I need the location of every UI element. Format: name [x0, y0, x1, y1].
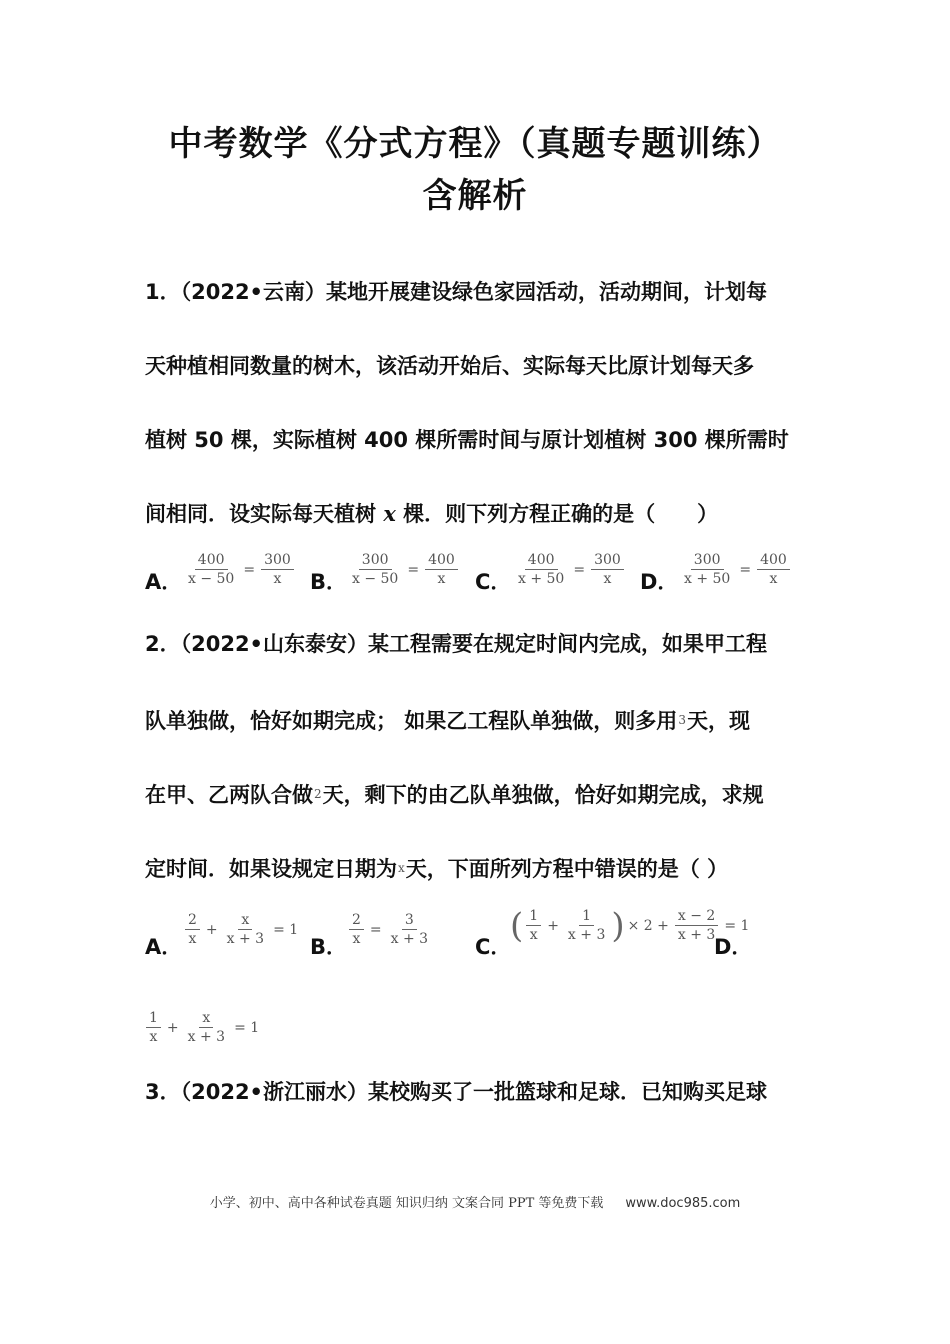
q2-line-3: 在甲、乙两队合做2天，剩下的由乙队单独做，恰好如期完成，求规 — [145, 783, 764, 807]
q1-option-d-label: D． — [640, 570, 679, 594]
document-subtitle: 含解析 — [422, 176, 528, 216]
q2-line-2: 队单独做，恰好如期完成； 如果乙工程队单独做，则多用3天，现 — [145, 709, 750, 733]
q1-option-b-label: B． — [310, 570, 348, 594]
variable-x: x — [398, 861, 405, 875]
q1-option-a-equation: $\frac{400}{x - 50}$ = $\frac{300}{x}$ — [182, 552, 297, 587]
q2-option-b-equation: $\frac{2}{x}$ = $\frac{3}{x + 3}$ — [346, 912, 434, 947]
q3-line-1: 3．（2022•浙江丽水）某校购买了一批篮球和足球．已知购买足球 — [145, 1080, 767, 1104]
q1-option-c-equation: $\frac{400}{x + 50}$ = $\frac{300}{x}$ — [512, 552, 627, 587]
q1-line-2: 天种植相同数量的树木，该活动开始后、实际每天比原计划每天多 — [145, 354, 754, 378]
q1-option-c-label: C． — [475, 570, 512, 594]
footer-text: 小学、初中、高中各种试卷真题 知识归纳 文案合同 PPT 等免费下载 — [209, 1196, 604, 1211]
q2-line-4: 定时间．如果设规定日期为x天，下面所列方程中错误的是（ ） — [145, 857, 729, 881]
q2-option-a-equation: $\frac{2}{x}$ + $\frac{x}{x + 3}$ = 1 — [182, 912, 301, 947]
variable-x: x — [383, 501, 396, 526]
q1-option-d-equation: $\frac{300}{x + 50}$ = $\frac{400}{x}$ — [678, 552, 793, 587]
q1-line-4: 间相同．设实际每天植树 x 棵．则下列方程正确的是（ ） — [145, 501, 719, 526]
q2-option-c-equation: ( $\frac{1}{x}$ + $\frac{1}{x + 3}$ ) × 2 + $\frac{x - 2}{x + 3}$ = 1 — [510, 905, 750, 946]
q2-option-a-label: A． — [145, 935, 183, 959]
footer-url[interactable]: www.doc985.com — [625, 1196, 741, 1211]
q1-line-3: 植树 50 棵，实际植树 400 棵所需时间与原计划植树 300 棵所需时 — [145, 428, 789, 452]
q2-line-1: 2．（2022•山东泰安）某工程需要在规定时间内完成，如果甲工程 — [145, 632, 767, 656]
page-footer — [0, 1192, 950, 1211]
q1-line-1: 1．（2022•云南）某地开展建设绿色家园活动，活动期间，计划每 — [145, 280, 767, 304]
q2-option-d-equation: $\frac{1}{x}$ + $\frac{x}{x + 3}$ = 1 — [143, 1010, 262, 1045]
document-title: 中考数学《分式方程》（真题专题训练） — [168, 124, 782, 164]
q1-option-b-equation: $\frac{300}{x - 50}$ = $\frac{400}{x}$ — [346, 552, 461, 587]
q1-option-a-label: A． — [145, 570, 183, 594]
q2-option-b-label: B． — [310, 935, 348, 959]
q2-option-c-label: C． — [475, 935, 512, 959]
q2-option-d-label: D． — [714, 935, 753, 959]
